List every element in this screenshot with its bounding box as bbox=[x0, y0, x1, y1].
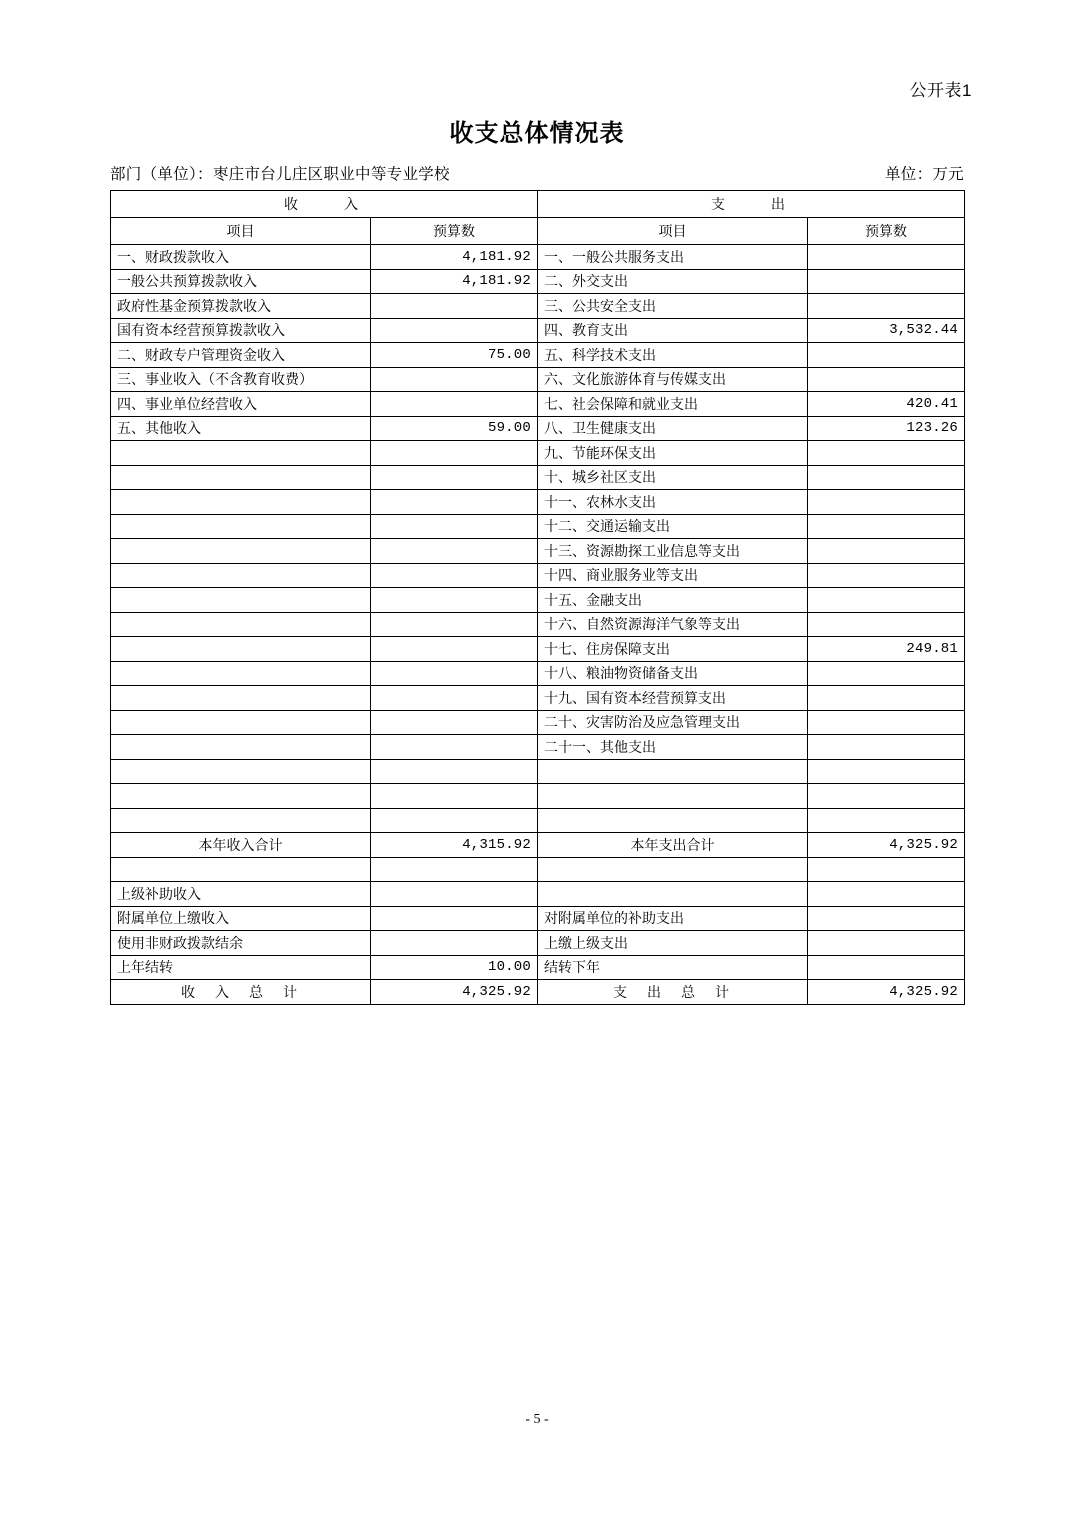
expense-value-cell bbox=[808, 269, 965, 294]
expense-value-cell bbox=[808, 931, 965, 956]
expense-item-header: 项目 bbox=[538, 218, 808, 245]
expense-item-cell: 二、外交支出 bbox=[538, 269, 808, 294]
expense-item-cell: 四、教育支出 bbox=[538, 318, 808, 343]
subtotal-row bbox=[111, 833, 965, 858]
table-row bbox=[111, 710, 965, 735]
income-item-cell bbox=[111, 465, 371, 490]
expense-value-cell: 249.81 bbox=[808, 637, 965, 662]
expense-item-cell: 本年支出合计 bbox=[538, 833, 808, 858]
income-item-cell bbox=[111, 710, 371, 735]
expense-item-cell bbox=[538, 857, 808, 882]
income-item-cell bbox=[111, 441, 371, 466]
table-row bbox=[111, 955, 965, 980]
income-item-cell: 上级补助收入 bbox=[111, 882, 371, 907]
table-row bbox=[111, 857, 965, 882]
table-row bbox=[111, 294, 965, 319]
income-value-cell: 4,315.92 bbox=[371, 833, 538, 858]
expense-value-cell bbox=[808, 882, 965, 907]
income-value-cell bbox=[371, 465, 538, 490]
income-value-cell: 4,181.92 bbox=[371, 269, 538, 294]
income-item-cell: 政府性基金预算拨款收入 bbox=[111, 294, 371, 319]
expense-value-cell bbox=[808, 784, 965, 809]
income-value-cell bbox=[371, 318, 538, 343]
expense-item-cell: 十八、粮油物资储备支出 bbox=[538, 661, 808, 686]
department-label: 部门（单位）：枣庄市台儿庄区职业中等专业学校 bbox=[110, 166, 450, 183]
income-item-cell bbox=[111, 735, 371, 760]
table-row bbox=[111, 759, 965, 784]
income-value-cell bbox=[371, 367, 538, 392]
table-row bbox=[111, 514, 965, 539]
expense-value-cell bbox=[808, 710, 965, 735]
income-value-cell bbox=[371, 441, 538, 466]
expense-item-cell: 对附属单位的补助支出 bbox=[538, 906, 808, 931]
income-value-cell: 59.00 bbox=[371, 416, 538, 441]
income-value-cell bbox=[371, 490, 538, 515]
expense-value-cell: 4,325.92 bbox=[808, 980, 965, 1005]
expense-item-cell: 十五、金融支出 bbox=[538, 588, 808, 613]
expense-item-cell: 支 出 总 计 bbox=[538, 980, 808, 1005]
income-item-cell bbox=[111, 514, 371, 539]
expense-item-cell: 十、城乡社区支出 bbox=[538, 465, 808, 490]
table-row bbox=[111, 784, 965, 809]
page-number: - 5 - bbox=[525, 1412, 549, 1427]
income-value-cell bbox=[371, 539, 538, 564]
table-section-header-row bbox=[111, 191, 965, 218]
table-row bbox=[111, 563, 965, 588]
income-item-cell: 国有资本经营预算拨款收入 bbox=[111, 318, 371, 343]
table-row bbox=[111, 343, 965, 368]
expense-item-cell: 上缴上级支出 bbox=[538, 931, 808, 956]
expense-item-cell: 十六、自然资源海洋气象等支出 bbox=[538, 612, 808, 637]
income-value-cell bbox=[371, 637, 538, 662]
income-item-cell: 三、事业收入（不含教育收费） bbox=[111, 367, 371, 392]
income-value-cell: 10.00 bbox=[371, 955, 538, 980]
expense-value-cell bbox=[808, 661, 965, 686]
table-row bbox=[111, 539, 965, 564]
income-item-cell: 上年结转 bbox=[111, 955, 371, 980]
expense-value-cell bbox=[808, 735, 965, 760]
expense-value-cell bbox=[808, 343, 965, 368]
income-item-cell bbox=[111, 612, 371, 637]
expense-value-cell: 123.26 bbox=[808, 416, 965, 441]
income-value-cell: 75.00 bbox=[371, 343, 538, 368]
income-item-cell bbox=[111, 686, 371, 711]
expense-item-cell: 八、卫生健康支出 bbox=[538, 416, 808, 441]
income-value-cell bbox=[371, 661, 538, 686]
expense-value-cell bbox=[808, 245, 965, 270]
table-row bbox=[111, 882, 965, 907]
income-item-cell bbox=[111, 808, 371, 833]
income-value-cell bbox=[371, 514, 538, 539]
expense-item-cell: 二十一、其他支出 bbox=[538, 735, 808, 760]
table-row bbox=[111, 318, 965, 343]
meta-row bbox=[110, 162, 964, 184]
table-row bbox=[111, 808, 965, 833]
income-item-cell: 附属单位上缴收入 bbox=[111, 906, 371, 931]
income-value-cell bbox=[371, 294, 538, 319]
table-row bbox=[111, 367, 965, 392]
expense-value-cell: 420.41 bbox=[808, 392, 965, 417]
expense-value-cell bbox=[808, 490, 965, 515]
income-value-cell bbox=[371, 710, 538, 735]
expense-item-cell: 七、社会保障和就业支出 bbox=[538, 392, 808, 417]
table-row bbox=[111, 588, 965, 613]
income-value-cell bbox=[371, 612, 538, 637]
income-value-cell bbox=[371, 735, 538, 760]
income-item-cell: 使用非财政拨款结余 bbox=[111, 931, 371, 956]
expense-value-cell bbox=[808, 686, 965, 711]
income-section-header: 收 入 bbox=[111, 191, 538, 218]
expense-item-cell: 十二、交通运输支出 bbox=[538, 514, 808, 539]
expense-value-cell bbox=[808, 563, 965, 588]
income-value-cell bbox=[371, 563, 538, 588]
income-value-cell bbox=[371, 686, 538, 711]
table-row bbox=[111, 269, 965, 294]
expense-item-cell: 五、科学技术支出 bbox=[538, 343, 808, 368]
income-value-cell bbox=[371, 857, 538, 882]
table-row bbox=[111, 686, 965, 711]
expense-value-cell bbox=[808, 588, 965, 613]
income-item-cell: 一、财政拨款收入 bbox=[111, 245, 371, 270]
income-value-cell: 4,181.92 bbox=[371, 245, 538, 270]
income-item-cell: 一般公共预算拨款收入 bbox=[111, 269, 371, 294]
expense-item-cell: 十七、住房保障支出 bbox=[538, 637, 808, 662]
budget-table bbox=[110, 190, 965, 1005]
income-item-cell bbox=[111, 563, 371, 588]
table-row bbox=[111, 661, 965, 686]
income-value-cell bbox=[371, 931, 538, 956]
expense-budget-header: 预算数 bbox=[808, 218, 965, 245]
expense-value-cell bbox=[808, 465, 965, 490]
income-item-cell bbox=[111, 539, 371, 564]
expense-item-cell bbox=[538, 882, 808, 907]
table-row bbox=[111, 612, 965, 637]
form-number-label: 公开表1 bbox=[909, 81, 972, 100]
expense-value-cell bbox=[808, 612, 965, 637]
table-row bbox=[111, 931, 965, 956]
expense-item-cell: 九、节能环保支出 bbox=[538, 441, 808, 466]
expense-section-header: 支 出 bbox=[538, 191, 965, 218]
income-value-cell: 4,325.92 bbox=[371, 980, 538, 1005]
expense-value-cell bbox=[808, 955, 965, 980]
income-item-cell bbox=[111, 661, 371, 686]
expense-value-cell bbox=[808, 906, 965, 931]
table-row bbox=[111, 441, 965, 466]
income-value-cell bbox=[371, 784, 538, 809]
income-item-header: 项目 bbox=[111, 218, 371, 245]
income-item-cell: 四、事业单位经营收入 bbox=[111, 392, 371, 417]
income-budget-header: 预算数 bbox=[371, 218, 538, 245]
expense-value-cell bbox=[808, 759, 965, 784]
income-item-cell bbox=[111, 784, 371, 809]
income-value-cell bbox=[371, 906, 538, 931]
income-item-cell bbox=[111, 759, 371, 784]
expense-item-cell: 三、公共安全支出 bbox=[538, 294, 808, 319]
expense-item-cell: 二十、灾害防治及应急管理支出 bbox=[538, 710, 808, 735]
income-item-cell bbox=[111, 588, 371, 613]
table-row bbox=[111, 637, 965, 662]
expense-item-cell: 十四、商业服务业等支出 bbox=[538, 563, 808, 588]
expense-value-cell: 4,325.92 bbox=[808, 833, 965, 858]
expense-item-cell: 十一、农林水支出 bbox=[538, 490, 808, 515]
expense-value-cell bbox=[808, 539, 965, 564]
expense-item-cell: 十九、国有资本经营预算支出 bbox=[538, 686, 808, 711]
expense-value-cell bbox=[808, 367, 965, 392]
expense-value-cell bbox=[808, 808, 965, 833]
expense-item-cell bbox=[538, 784, 808, 809]
table-column-header-row bbox=[111, 218, 965, 245]
table-row bbox=[111, 490, 965, 515]
expense-value-cell bbox=[808, 514, 965, 539]
table-row bbox=[111, 416, 965, 441]
expense-value-cell: 3,532.44 bbox=[808, 318, 965, 343]
income-value-cell bbox=[371, 882, 538, 907]
income-value-cell bbox=[371, 588, 538, 613]
table-row bbox=[111, 465, 965, 490]
table-row bbox=[111, 735, 965, 760]
expense-value-cell bbox=[808, 857, 965, 882]
expense-value-cell bbox=[808, 294, 965, 319]
income-value-cell bbox=[371, 392, 538, 417]
expense-item-cell: 六、文化旅游体育与传媒支出 bbox=[538, 367, 808, 392]
income-value-cell bbox=[371, 808, 538, 833]
income-item-cell: 本年收入合计 bbox=[111, 833, 371, 858]
grand-total-row bbox=[111, 980, 965, 1005]
table-row bbox=[111, 906, 965, 931]
income-item-cell: 五、其他收入 bbox=[111, 416, 371, 441]
expense-item-cell: 十三、资源勘探工业信息等支出 bbox=[538, 539, 808, 564]
currency-unit-label: 单位：万元 bbox=[884, 166, 964, 183]
income-item-cell: 收 入 总 计 bbox=[111, 980, 371, 1005]
expense-item-cell bbox=[538, 759, 808, 784]
page-title: 收支总体情况表 bbox=[449, 120, 625, 147]
income-value-cell bbox=[371, 759, 538, 784]
table-row bbox=[111, 245, 965, 270]
income-item-cell bbox=[111, 637, 371, 662]
expense-item-cell: 结转下年 bbox=[538, 955, 808, 980]
income-item-cell bbox=[111, 490, 371, 515]
expense-value-cell bbox=[808, 441, 965, 466]
expense-item-cell: 一、一般公共服务支出 bbox=[538, 245, 808, 270]
income-item-cell bbox=[111, 857, 371, 882]
table-row bbox=[111, 392, 965, 417]
income-item-cell: 二、财政专户管理资金收入 bbox=[111, 343, 371, 368]
expense-item-cell bbox=[538, 808, 808, 833]
